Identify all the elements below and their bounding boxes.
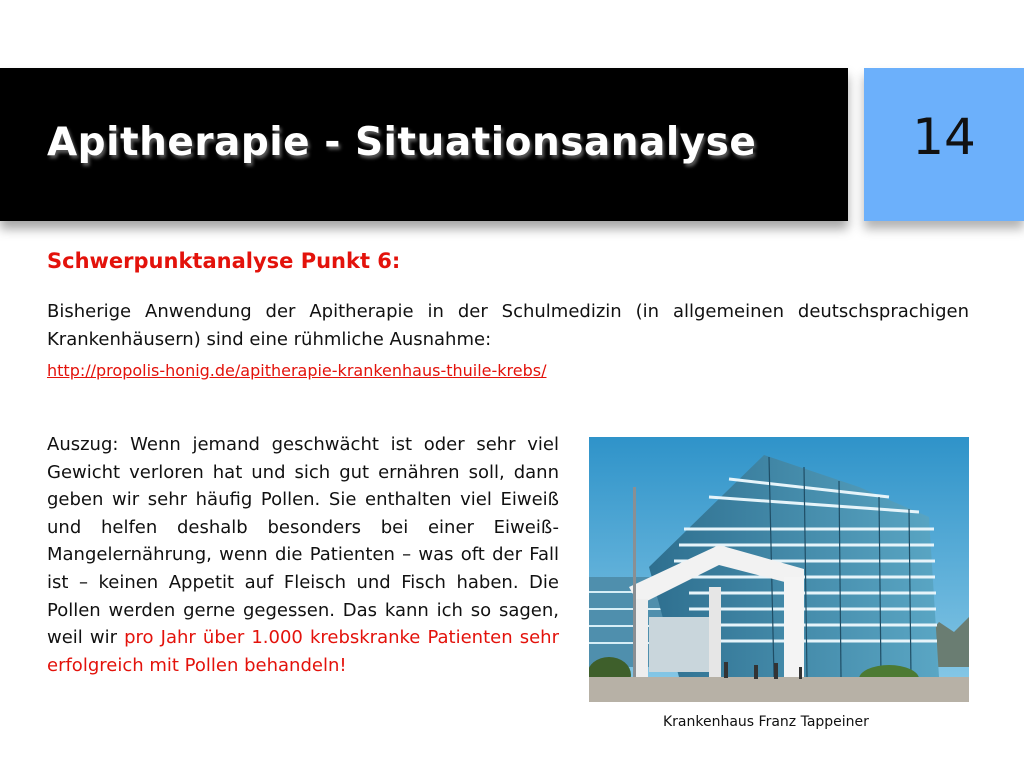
hospital-building-image	[589, 437, 969, 702]
intro-paragraph: Bisherige Anwendung der Apitherapie in der Schulmedizin (in allgemeinen deutschsprachigen Krankenhäusern) sind eine rühmliche Ausnahme:	[47, 301, 969, 350]
slide-title: Apitherapie - Situationsanalyse	[47, 120, 757, 165]
excerpt-text: Auszug: Wenn jemand geschwächt ist oder sehr viel Gewicht verloren hat und sich gut ernähren soll, dann geben wir sehr häufig Pollen. Sie enthalten viel Eiweiß und helfen deshalb besonders bei einer Eiweiß-Mangelernährung, wenn die Patienten – was oft der Fall ist – keinen Appetit auf Fleisch und Fisch haben. Die Pollen werden gerne gegessen. Das kann ich so sagen, weil wir	[47, 434, 559, 649]
excerpt-paragraph	[47, 431, 559, 679]
source-link[interactable]: http://propolis-honig.de/apitherapie-krankenhaus-thuile-krebs/	[47, 361, 547, 380]
slide-number-box	[864, 68, 1024, 221]
photo-caption: Krankenhaus Franz Tappeiner	[663, 714, 869, 730]
excerpt-highlight: pro Jahr über 1.000 krebskranke Patienten sehr erfolgreich mit Pollen behandeln!	[47, 627, 559, 676]
slide-number: 14	[912, 108, 976, 166]
hospital-photo	[589, 437, 969, 702]
section-heading: Schwerpunktanalyse Punkt 6:	[47, 249, 401, 273]
